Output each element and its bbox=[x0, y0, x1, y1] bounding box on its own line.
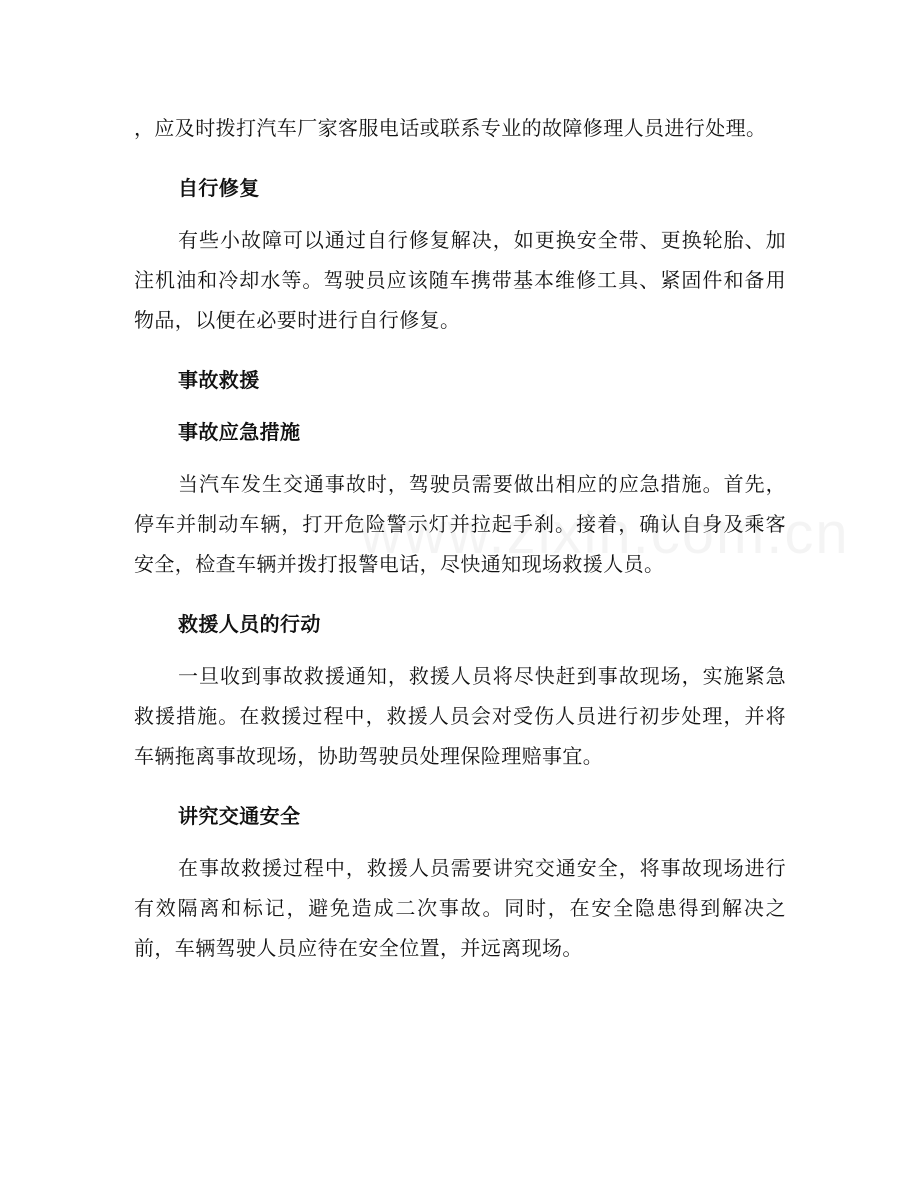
heading-accident-rescue: 事故救援 bbox=[178, 368, 260, 392]
paragraph-emergency-measures: 当汽车发生交通事故时，驾驶员需要做出相应的应急措施。首先，停车并制动车辆，打开危险警示灯并拉起手刹。接着，确认自身及乘客安全，检查车辆并拨打报警电话，尽快通知现场救援人员。 bbox=[134, 472, 786, 576]
heading-self-repair: 自行修复 bbox=[178, 176, 260, 200]
heading-emergency-measures: 事故应急措施 bbox=[178, 420, 301, 444]
paragraph-continuation: ，应及时拨打汽车厂家客服电话或联系专业的故障修理人员进行处理。 bbox=[134, 116, 767, 140]
paragraph-traffic-safety: 在事故救援过程中，救援人员需要讲究交通安全，将事故现场进行有效隔离和标记，避免造成二次事故。同时，在安全隐患得到解决之前，车辆驾驶人员应待在安全位置，并远离现场。 bbox=[134, 856, 786, 960]
document-body bbox=[134, 108, 786, 988]
paragraph-self-repair: 有些小故障可以通过自行修复解决，如更换安全带、更换轮胎、加注机油和冷却水等。驾驶员应该随车携带基本维修工具、紧固件和备用物品，以便在必要时进行自行修复。 bbox=[134, 228, 786, 332]
heading-traffic-safety: 讲究交通安全 bbox=[178, 804, 301, 828]
paragraph-rescuer-actions: 一旦收到事故救援通知，救援人员将尽快赶到事故现场，实施紧急救援措施。在救援过程中，救援人员会对受伤人员进行初步处理，并将车辆拖离事故现场，协助驾驶员处理保险理赔事宜。 bbox=[134, 664, 786, 768]
heading-rescuer-actions: 救援人员的行动 bbox=[178, 612, 321, 636]
